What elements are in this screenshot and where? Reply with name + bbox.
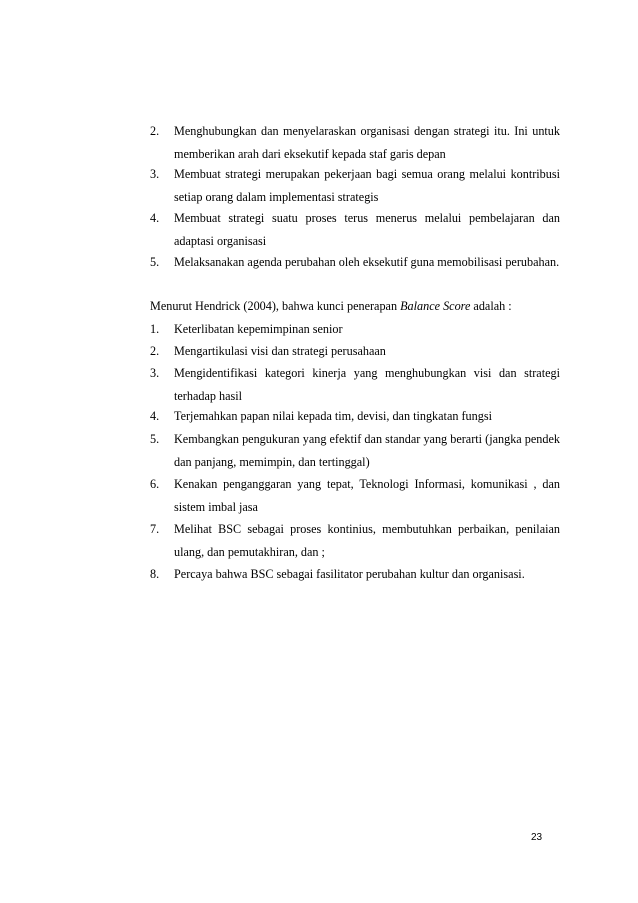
list-item-text: Melihat BSC sebagai proses kontinius, membutuhkan perbaikan, penilaian ulang, dan pemutakhiran, dan ; bbox=[174, 522, 560, 560]
list-item-text: Terjemahkan papan nilai kepada tim, devisi, dan tingkatan fungsi bbox=[174, 409, 492, 423]
list-item-text: Menghubungkan dan menyelaraskan organisasi dengan strategi itu. Ini untuk memberikan arah dari eksekutif kepada staf garis depan bbox=[174, 124, 560, 162]
list-item-number: 1. bbox=[150, 322, 160, 336]
intro-term: Balance Score bbox=[400, 299, 471, 313]
intro-text-after: adalah : bbox=[470, 299, 512, 313]
list-item-text: Mengidentifikasi kategori kinerja yang menghubungkan visi dan strategi terhadap hasil bbox=[174, 366, 560, 404]
list-item-text: Percaya bahwa BSC sebagai fasilitator perubahan kultur dan organisasi. bbox=[174, 567, 525, 581]
list-item-text: Kembangkan pengukuran yang efektif dan standar yang berarti (jangka pendek dan panjang, memimpin, dan tertinggal) bbox=[174, 432, 560, 470]
intro-text-before: Menurut Hendrick (2004), bahwa kunci penerapan bbox=[150, 299, 401, 313]
list-item-number: 7. bbox=[150, 522, 160, 536]
intro-paragraph bbox=[150, 295, 560, 318]
page-number: 23 bbox=[531, 832, 543, 843]
list-item-text: Mengartikulasi visi dan strategi perusahaan bbox=[174, 344, 386, 358]
list-item-number: 2. bbox=[150, 344, 160, 358]
list-item-number: 3. bbox=[150, 366, 160, 380]
list-item-number: 6. bbox=[150, 477, 160, 491]
list-item-number: 3. bbox=[150, 167, 160, 181]
list-item-number: 8. bbox=[150, 567, 160, 581]
list-item-text: Membuat strategi suatu proses terus menerus melalui pembelajaran dan adaptasi organisasi bbox=[174, 211, 560, 249]
list-item-number: 5. bbox=[150, 432, 160, 446]
list-item-text: Keterlibatan kepemimpinan senior bbox=[174, 322, 343, 336]
list-item-text: Melaksanakan agenda perubahan oleh eksekutif guna memobilisasi perubahan. bbox=[174, 255, 560, 269]
list-item-text: Kenakan penganggaran yang tepat, Teknologi Informasi, komunikasi , dan sistem imbal jasa bbox=[174, 477, 560, 515]
list-item-text: Membuat strategi merupakan pekerjaan bagi semua orang melalui kontribusi setiap orang dalam implementasi strategis bbox=[174, 167, 560, 205]
list-item-number: 4. bbox=[150, 211, 160, 225]
list-item-number: 2. bbox=[150, 124, 160, 138]
list-item-number: 4. bbox=[150, 409, 160, 423]
list-item-number: 5. bbox=[150, 255, 160, 269]
